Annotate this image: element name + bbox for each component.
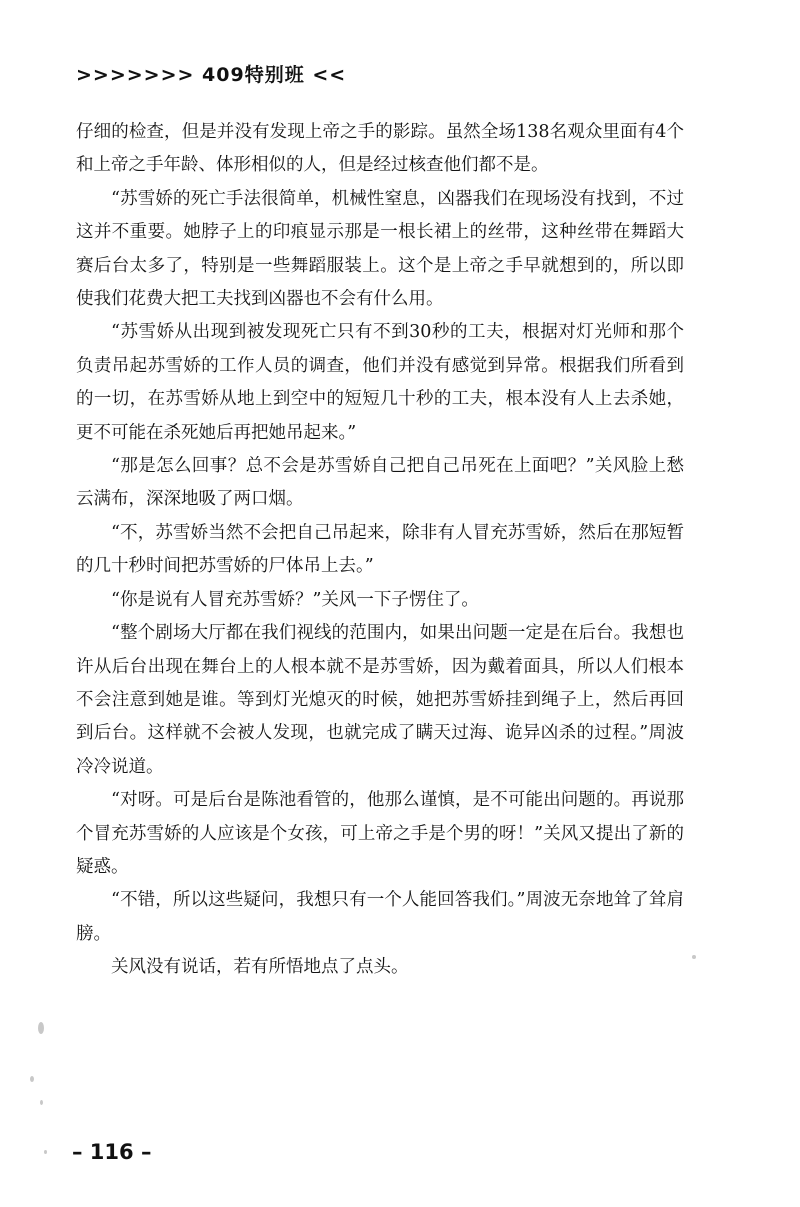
paragraph: “你是说有人冒充苏雪娇？”关风一下子愣住了。 [111,589,479,610]
paragraph: 关风没有说话，若有所悟地点了点头。 [111,957,409,978]
page-number: – 116 – [72,1140,152,1164]
scan-speck [40,1100,43,1105]
paragraph: “整个剧场大厅都在我们视线的范围内，如果出问题一定是在后台。我想也许从后台出现在舞台上的人根本就不是苏雪娇，因为戴着面具，所以人们根本不会注意到她是谁。等到灯光熄灭的时候，她把苏雪娇挂到绳子上，然后再回到后台。这样就不会被人发现，也就完成了瞒天过海、诡异凶杀的过程。”周波冷冷说道。 [76,623,684,777]
paragraph: “不，苏雪娇当然不会把自己吊起来，除非有人冒充苏雪娇，然后在那短暂的几十秒时间把苏雪娇的尸体吊上去。” [76,522,684,577]
paragraph: “苏雪娇的死亡手法很简单，机械性窒息，凶器我们在现场没有找到，不过这并不重要。她脖子上的印痕显示那是一根长裙上的丝带，这种丝带在舞蹈大赛后台太多了，特别是一些舞蹈服装上。这个是上帝之手早就想到的，所以即使我们花费大把工夫找到凶器也不会有什么用。 [76,188,684,310]
paragraph: “那是怎么回事？总不会是苏雪娇自己把自己吊死在上面吧？”关风脸上愁云满布，深深地吸了两口烟。 [76,456,684,510]
paragraph: “对呀。可是后台是陈池看管的，他那么谨慎，是不可能出问题的。再说那个冒充苏雪娇的人应该是个女孩，可上帝之手是个男的呀！”关风又提出了新的疑惑。 [76,790,684,877]
body-text [76,116,684,985]
running-header: >>>>>>> 409特别班 << [76,64,347,86]
scan-speck [30,1076,34,1082]
scan-speck [692,955,696,959]
paragraph: “不错，所以这些疑问，我想只有一个人能回答我们。”周波无奈地耸了耸肩膀。 [76,890,684,944]
paragraph: “苏雪娇从出现到被发现死亡只有不到30秒的工夫，根据对灯光师和那个负责吊起苏雪娇的工作人员的调查，他们并没有感觉到异常。根据我们所看到的一切，在苏雪娇从地上到空中的短短几十秒的工夫，根本没有人上去杀她，更不可能在杀死她后再把她吊起来。” [76,322,684,443]
paragraph: 仔细的检查，但是并没有发现上帝之手的影踪。虽然全场138名观众里面有4个和上帝之手年龄、体形相似的人，但是经过核查他们都不是。 [76,122,684,176]
scan-speck [44,1150,47,1154]
scan-speck [38,1022,44,1034]
